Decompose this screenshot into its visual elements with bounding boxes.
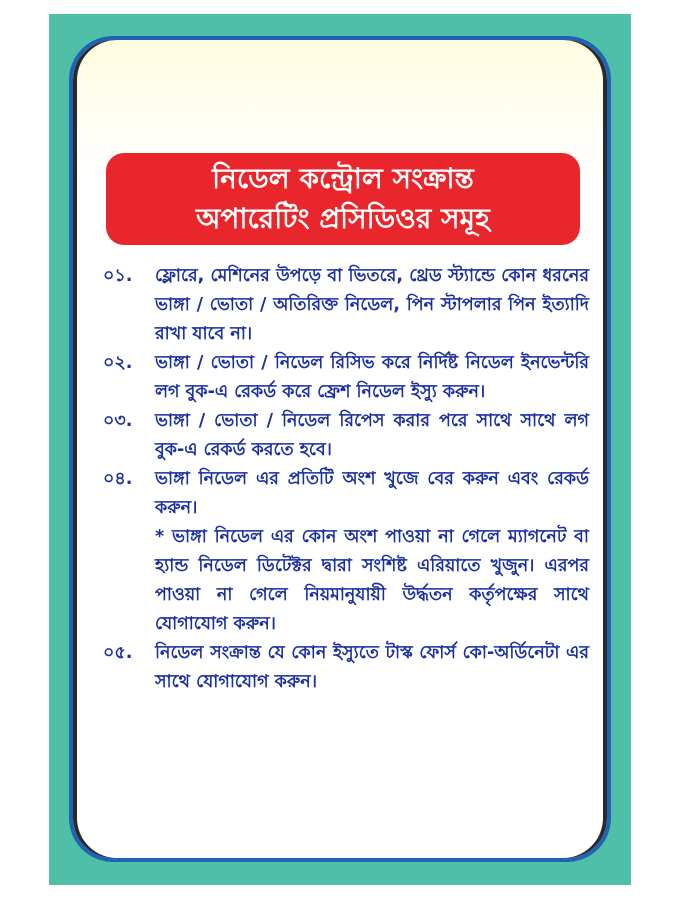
item-text: ফ্লোরে, মেশিনের উপড়ে বা ভিতরে, থ্রেড স্ট্যান্ডে কোন ধরনের ভাঙ্গা / ভোতা / অতিরিক্ত নিডেল, পিন স্টাপলার পিন ইত্যাদি রাখা যাবে না। (155, 266, 589, 344)
procedure-list (103, 262, 589, 697)
item-number: ০৪. (103, 469, 133, 489)
procedure-item-4-note: * ভাঙ্গা নিডেল এর কোন অংশ পাওয়া না গেলে ম্যাগনেট বা হ্যান্ড নিডেল ডিটেক্টর দ্বারা সংশিষ্ট এরিয়াতে খুজুন। এরপর পাওয়া না গেলে নিয়মানুযায়ী উর্দ্ধতন কর্তৃপক্ষের সাথে যোগাযোগ করুন। (155, 527, 589, 634)
item-number: ০১. (103, 266, 133, 286)
poster-frame (49, 14, 631, 885)
item-number: ০৩. (103, 411, 133, 431)
title-banner (106, 153, 580, 245)
item-number: ০৫. (103, 643, 133, 663)
title-line-1: নিডেল কন্ট্রোল সংক্রান্ত (212, 162, 474, 195)
item-number: ০২. (103, 353, 133, 373)
procedure-item-5 (103, 639, 589, 697)
poster-panel (69, 36, 611, 862)
item-text: নিডেল সংক্রান্ত যে কোন ইস্যুতে টাস্ক ফোর্স কো-অর্ডিনেটা এর সাথে যোগাযোগ করুন। (155, 643, 589, 692)
procedure-item-1 (103, 262, 589, 349)
procedure-item-2 (103, 349, 589, 407)
procedure-item-4 (103, 465, 589, 523)
title-line-2: অপারেটিং প্রসিডিওর সমূহ (196, 202, 490, 235)
item-text: ভাঙ্গা / ভোতা / নিডেল রিসিভ করে নির্দিষ্ট নিডেল ইনভেন্টরি লগ বুক-এ রেকর্ড করে ফ্রেশ নিডেল ইস্যু করুন। (155, 353, 589, 402)
item-text: ভাঙ্গা / ভোতা / নিডেল রিপেস করার পরে সাথে সাথে লগ বুক-এ রেকর্ড করতে হবে। (155, 411, 589, 460)
item-text: ভাঙ্গা নিডেল এর প্রতিটি অংশ খুজে বের করুন এবং রেকর্ড করুন। (155, 469, 589, 518)
procedure-item-3 (103, 407, 589, 465)
